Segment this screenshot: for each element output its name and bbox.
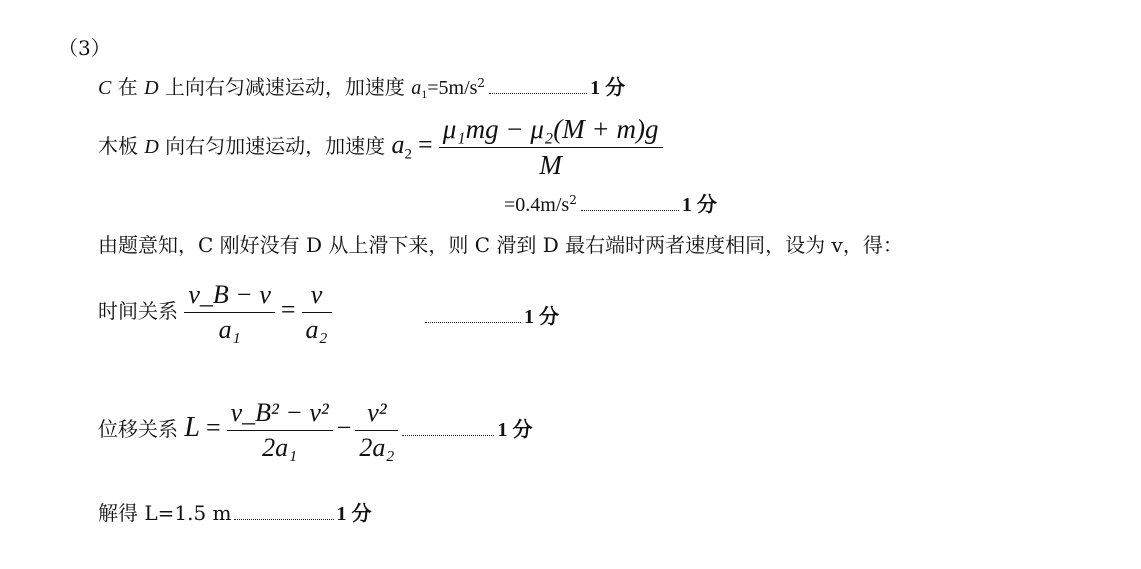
- line-6: [98, 398, 532, 463]
- fraction-numerator: v: [310, 280, 323, 309]
- answer-label: 解得 L=1.5 m: [98, 501, 232, 525]
- dot-leader: [489, 91, 587, 94]
- accel-sub: 1: [421, 87, 428, 102]
- score-label: 1 分: [497, 419, 533, 441]
- line1-text-b: 上向右匀减速运动，加速度: [158, 75, 412, 99]
- equals-sign: =: [280, 295, 296, 324]
- fraction-numerator: μ₁mg − μ₂(M + m)g: [442, 114, 659, 144]
- var-c: C: [98, 77, 112, 99]
- dot-leader: [402, 433, 494, 436]
- displacement-fraction-2: [355, 398, 398, 463]
- accel-exp: 2: [569, 192, 577, 207]
- var-d: D: [144, 77, 159, 99]
- fraction-denominator: a₁: [218, 315, 241, 344]
- displacement-relation-label: 位移关系: [98, 417, 178, 441]
- dot-leader: [234, 517, 334, 520]
- time-lhs-fraction: [184, 280, 275, 345]
- var-d: D: [144, 136, 159, 158]
- minus-sign: −: [336, 413, 352, 442]
- time-rhs-fraction: [302, 280, 332, 345]
- fraction-bar: [439, 147, 663, 148]
- line-5: [98, 280, 332, 345]
- line-4: 由题意知，C 刚好没有 D 从上滑下来，则 C 滑到 D 最右端时两者速度相同，设为 v，得：: [98, 233, 903, 257]
- line-2: [98, 114, 663, 181]
- fraction-denominator: M: [539, 150, 562, 180]
- line2-text-a: 木板: [98, 134, 145, 158]
- fraction-bar: [302, 312, 332, 313]
- equals-sign: =: [418, 130, 433, 159]
- lhs-symbol: L: [184, 412, 200, 443]
- time-relation-label: 时间关系: [98, 299, 178, 323]
- accel-symbol: a: [411, 77, 422, 99]
- lhs-symbol: a: [391, 130, 405, 159]
- accel-exp: 2: [477, 75, 486, 90]
- score-label: 1 分: [524, 306, 559, 328]
- line2-text-b: 向右匀加速运动，加速度: [158, 134, 392, 158]
- equals-sign: =: [205, 413, 221, 442]
- accel-fraction: [439, 114, 663, 181]
- displacement-fraction-1: [227, 398, 333, 463]
- fraction-bar: [355, 430, 398, 431]
- fraction-numerator: v²: [367, 398, 387, 427]
- line-7: [98, 497, 372, 526]
- fraction-denominator: 2a₂: [359, 433, 395, 462]
- fraction-bar: [184, 312, 275, 313]
- score-label: 1 分: [336, 503, 372, 525]
- score-label: 1 分: [681, 194, 717, 216]
- fraction-bar: [227, 430, 333, 431]
- line-5-score: [425, 300, 559, 329]
- dot-leader: [581, 208, 679, 211]
- fraction-denominator: 2a₁: [262, 433, 298, 462]
- fraction-denominator: a₂: [305, 315, 328, 344]
- fraction-numerator: v_B − v: [188, 280, 271, 309]
- part-label: （3）: [58, 36, 111, 60]
- accel-value: =0.4m/s: [504, 194, 570, 216]
- lhs-sub: 2: [404, 146, 413, 163]
- fraction-numerator: v_B² − v²: [230, 398, 329, 427]
- line-3: [504, 188, 717, 217]
- dot-leader: [425, 320, 521, 323]
- score-label: 1 分: [590, 77, 626, 99]
- accel-value: =5m/s: [427, 77, 478, 99]
- line1-text-a: 在: [111, 75, 145, 99]
- line-1: [98, 71, 625, 102]
